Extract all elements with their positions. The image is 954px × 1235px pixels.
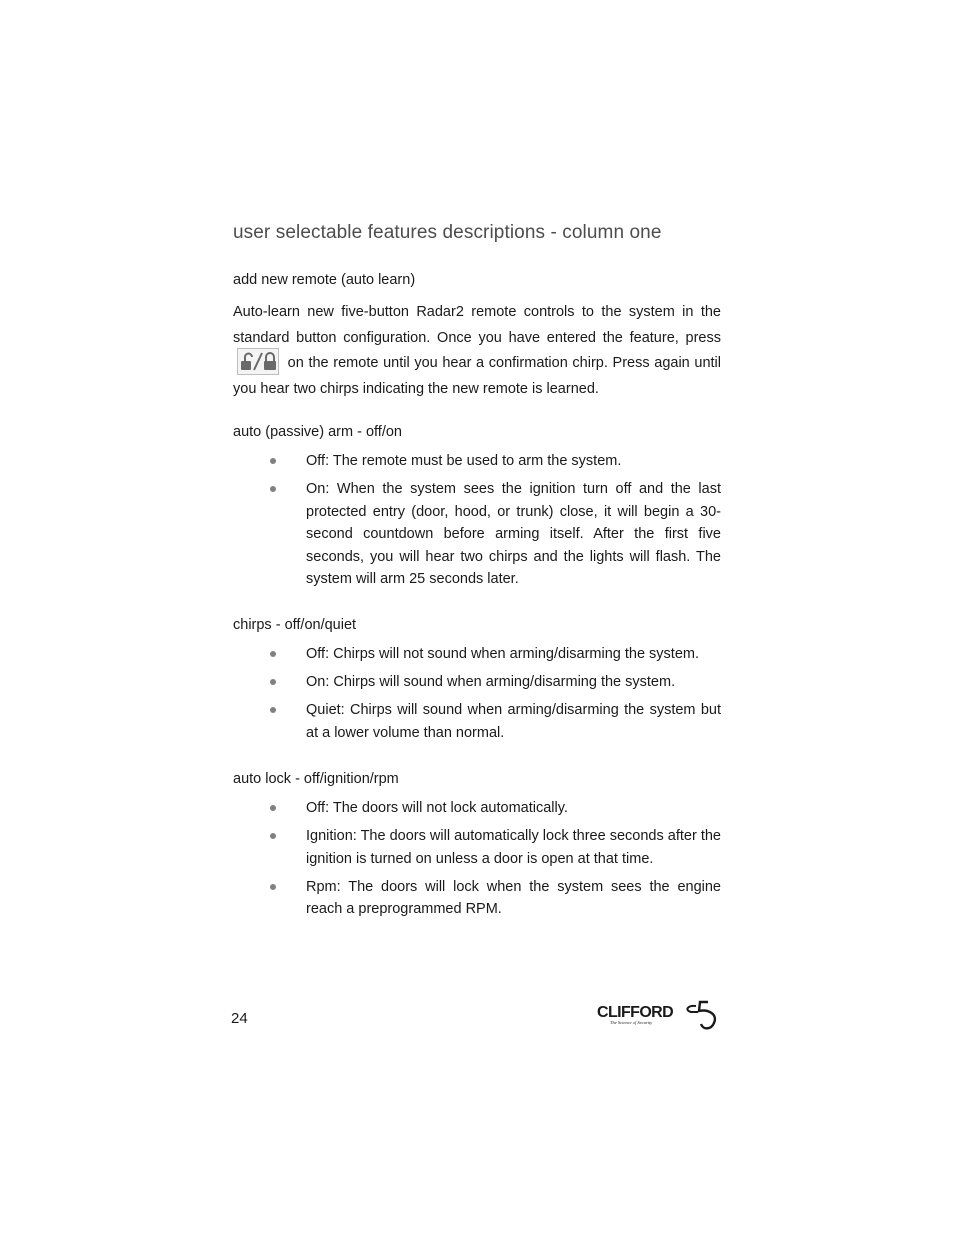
list-item-text: Rpm: The doors will lock when the system sees the engine reach a preprogrammed RPM. xyxy=(306,878,721,917)
section-heading-chirps: chirps - off/on/quiet xyxy=(233,617,357,633)
list-item xyxy=(233,797,721,820)
list-item xyxy=(233,671,721,694)
list-item-text: Quiet: Chirps will sound when arming/disarming the system but at a lower volume than normal. xyxy=(306,702,721,741)
section-heading-auto-arm: auto (passive) arm - off/on xyxy=(233,424,402,440)
bullet-icon xyxy=(270,679,276,685)
list-item xyxy=(233,450,721,473)
bullet-icon xyxy=(270,651,276,657)
auto-arm-list xyxy=(233,450,721,596)
bullet-icon xyxy=(270,486,276,492)
list-item-text: Off: Chirps will not sound when arming/disarming the system. xyxy=(306,646,700,662)
list-item xyxy=(233,478,721,591)
section-heading-auto-lock: auto lock - off/ignition/rpm xyxy=(233,771,399,787)
page-title: user selectable features descriptions - column one xyxy=(233,222,662,243)
list-item-text: Off: The doors will not lock automatically. xyxy=(306,800,568,816)
bullet-icon xyxy=(270,833,276,839)
bullet-icon xyxy=(270,805,276,811)
bullet-icon xyxy=(270,707,276,713)
auto-lock-list xyxy=(233,797,721,926)
section-heading-add-remote: add new remote (auto learn) xyxy=(233,272,416,288)
list-item xyxy=(233,876,721,921)
chirps-list xyxy=(233,643,721,750)
add-remote-text-after: on the remote until you hear a confirmation chirp. Press again until you hear two chirps indicating the new remote is learned. xyxy=(233,355,722,397)
list-item xyxy=(233,643,721,666)
clifford-g5-logo xyxy=(596,998,724,1034)
logo-tagline: The Science of Security xyxy=(610,1020,653,1025)
list-item-text: Ignition: The doors will automatically lock three seconds after the ignition is turned on unless a door is open at that time. xyxy=(306,828,721,867)
list-item-text: On: When the system sees the ignition turn off and the last protected entry (door, hood, or trunk) close, it will begin a 30-second countdown before arming itself. After the first five seconds, you will hear two chirps and the lights will flash. The system will arm 25 seconds later. xyxy=(306,481,721,587)
list-item xyxy=(233,825,721,870)
logo-text: CLIFFORD xyxy=(597,1004,674,1021)
add-remote-text-before: Auto-learn new five-button Radar2 remote controls to the system in the standard button configuration. Once you have entered the feature, press xyxy=(233,304,721,346)
list-item xyxy=(233,699,721,744)
list-item-text: On: Chirps will sound when arming/disarming the system. xyxy=(306,674,676,690)
page-number: 24 xyxy=(231,1010,248,1027)
bullet-icon xyxy=(270,884,276,890)
bullet-icon xyxy=(270,458,276,464)
lock-unlock-icon xyxy=(237,348,279,375)
add-remote-paragraph xyxy=(233,300,721,402)
list-item-text: Off: The remote must be used to arm the system. xyxy=(306,453,622,469)
